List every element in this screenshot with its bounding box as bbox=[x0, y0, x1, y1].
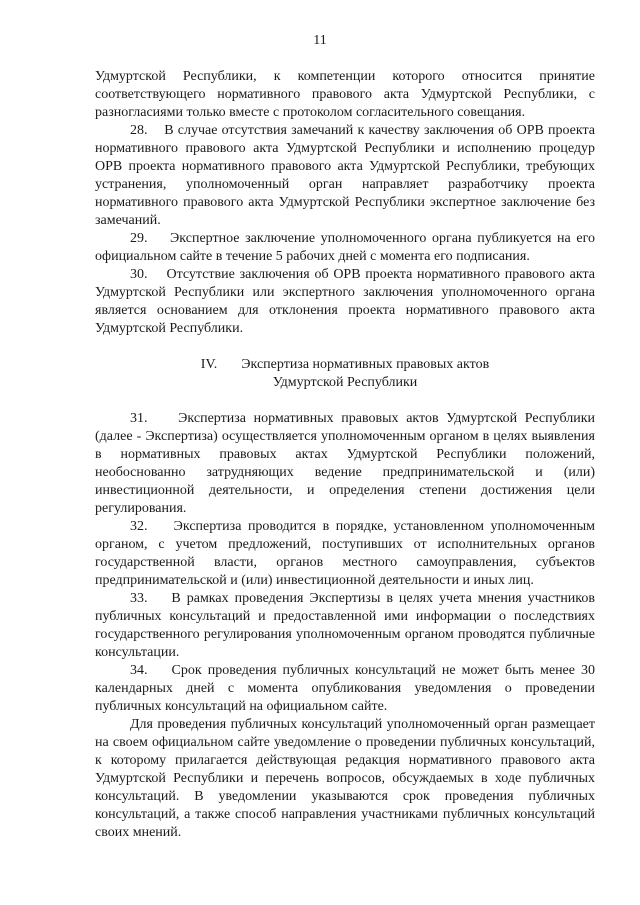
document-body bbox=[95, 68, 595, 842]
section-heading-line-1 bbox=[95, 356, 595, 374]
paragraph-34-continuation: Для проведения публичных консультаций уполномоченный орган размещает на своем официальном сайте уведомление о проведении публичных консультаций, к которому прилагается действующая редакция нормативного правового акта Удмуртской Республики и перечень вопросов, обсуждаемых в ходе публичных консультаций. В уведомлении указываются срок проведения публичных консультаций, а также способ направления участниками публичных консультаций своих мнений. bbox=[95, 717, 595, 840]
page-number: 11 bbox=[313, 33, 327, 48]
paragraph-31: 31. Экспертиза нормативных правовых актов Удмуртской Республики (далее - Экспертиза) осуществляется уполномоченным органом в целях выявления в нормативных правовых актах Удмуртской Республики положений, необоснованно затрудняющих ведение предпринимательской и (или) инвестиционной деятельности, и определения степени достижения цели регулирования. bbox=[95, 411, 595, 516]
paragraph-continuation: Удмуртской Республики, к компетенции которого относится принятие соответствующего нормативного правового акта Удмуртской Республики, с разногласиями только вместе с протоколом согласительного совещания. bbox=[95, 69, 595, 120]
paragraph-33: 33. В рамках проведения Экспертизы в целях учета мнения участников публичных консультаций и предоставленной ими информации о последствиях государственного регулирования уполномоченным органом проводятся публичные консультации. bbox=[95, 591, 595, 660]
section-title-line-2: Удмуртской Республики bbox=[272, 375, 418, 390]
section-number: IV. bbox=[200, 357, 218, 372]
section-heading bbox=[95, 356, 595, 392]
paragraph-32: 32. Экспертиза проводится в порядке, установленном уполномоченным органом, с учетом предложений, поступивших от исполнительных органов государственной власти, органов местного самоуправления, субъектов предпринимательской и (или) инвестиционной деятельности и иных лиц. bbox=[95, 519, 595, 588]
paragraph-29: 29. Экспертное заключение уполномоченного органа публикуется на его официальном сайте в течение 5 рабочих дней с момента его подписания. bbox=[95, 231, 595, 264]
paragraph-30: 30. Отсутствие заключения об ОРВ проекта нормативного правового акта Удмуртской Республики или экспертного заключения уполномоченного органа является основанием для отклонения проекта нормативного правового акта Удмуртской Республики. bbox=[95, 267, 595, 336]
section-title-line-1: Экспертиза нормативных правовых актов bbox=[241, 357, 490, 372]
paragraph-34: 34. Срок проведения публичных консультаций не может быть менее 30 календарных дней с момента опубликования уведомления о проведении публичных консультаций на официальном сайте. bbox=[95, 663, 595, 714]
paragraph-28: 28. В случае отсутствия замечаний к качеству заключения об ОРВ проекта нормативного правового акта Удмуртской Республики и исполнению процедур ОРВ проекта нормативного правового акта Удмуртской Республики, требующих устранения, уполномоченный орган направляет разработчику проекта нормативного правового акта Удмуртской Республики экспертное заключение без замечаний. bbox=[95, 123, 595, 228]
